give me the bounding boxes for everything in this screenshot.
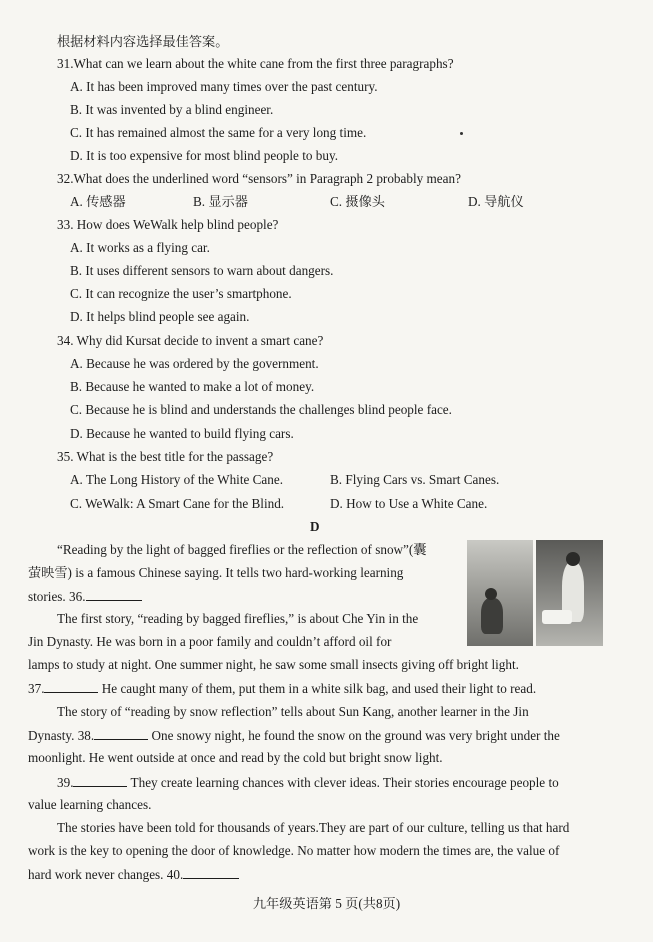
question-35: 35. What is the best title for the passage? [57,449,274,464]
option: B. 显示器 [193,194,248,209]
passage-line: value learning chances. [28,797,152,812]
passage-line: The story of “reading by snow reflection” tells about Sun Kang, another learner in the Jin [57,704,529,719]
option: B. It uses different sensors to warn about dangers. [70,263,334,278]
passage-line: 萤映雪) is a famous Chinese saying. It tells two hard-working learning [28,565,404,580]
passage-line [28,866,239,883]
option: B. Flying Cars vs. Smart Canes. [330,472,500,487]
page-footer: 九年级英语第 5 页(共8页) [252,896,401,911]
option: B. It was invented by a blind engineer. [70,102,274,117]
question-33: 33. How does WeWalk help blind people? [57,217,279,232]
option: D. How to Use a White Cane. [330,496,488,511]
option: C. WeWalk: A Smart Cane for the Blind. [70,496,285,511]
passage-text: hard work never changes. 40. [28,867,184,882]
option: C. It has remained almost the same for a very long time. [70,125,367,140]
question-31: 31.What can we learn about the white cane from the first three paragraphs? [57,56,454,71]
option: A. The Long History of the White Cane. [70,472,284,487]
passage-line: The first story, “reading by bagged fireflies,” is about Che Yin in the [57,611,419,626]
option: A. Because he was ordered by the government. [70,356,319,371]
passage-text: Dynasty. 38. [28,728,95,743]
section-heading: D [310,519,320,534]
passage-line: lamps to study at night. One summer night, he saw some small insects giving off bright light. [28,657,519,672]
answer-blank-38[interactable] [94,727,148,740]
option: D. Because he wanted to build flying cars. [70,426,294,441]
passage-line: The stories have been told for thousands of years.They are part of our culture, telling us that hard [57,820,570,835]
option: C. Because he is blind and understands the challenges blind people face. [70,402,452,417]
figure-silhouette [481,598,503,634]
passage-line [28,727,560,744]
passage-text: One snowy night, he found the snow on the ground was very bright under the [148,728,560,743]
book [542,610,572,624]
passage-line: moonlight. He went outside at once and read by the cold but bright snow light. [28,750,443,765]
option: D. It is too expensive for most blind people to buy. [70,148,338,163]
passage-line: Jin Dynasty. He was born in a poor family and couldn’t afford oil for [28,634,392,649]
option: C. It can recognize the user’s smartphone. [70,286,292,301]
passage-text: He caught many of them, put them in a white silk bag, and used their light to read. [98,681,537,696]
passage-line [28,588,142,605]
passage-line: “Reading by the light of bagged fireflies or the reflection of snow”(囊 [57,542,427,557]
figure-head [566,552,580,566]
passage-text: 37. [28,681,45,696]
passage-line [57,774,559,791]
answer-blank-40[interactable] [183,866,239,879]
answer-blank-39[interactable] [73,774,127,787]
option: A. It works as a flying car. [70,240,210,255]
answer-blank-36[interactable] [86,588,142,601]
firefly-reading-illustration [467,540,533,646]
question-34: 34. Why did Kursat decide to invent a smart cane? [57,333,324,348]
passage-text: stories. 36. [28,589,86,604]
passage-line: work is the key to opening the door of knowledge. No matter how modern the times are, the value of [28,843,560,858]
option: A. 传感器 [70,194,126,209]
instruction: 根据材料内容选择最佳答案。 [57,34,229,49]
answer-blank-37[interactable] [44,680,98,693]
option: B. Because he wanted to make a lot of money. [70,379,315,394]
option: D. It helps blind people see again. [70,309,250,324]
passage-text: They create learning chances with clever ideas. Their stories encourage people to [127,775,559,790]
passage-text: 39. [57,775,74,790]
option: A. It has been improved many times over the past century. [70,79,378,94]
figure-head [485,588,497,600]
snow-reading-illustration [536,540,603,646]
ink-dot [460,132,463,135]
question-32: 32.What does the underlined word “sensors” in Paragraph 2 probably mean? [57,171,461,186]
option: C. 摄像头 [330,194,385,209]
passage-line [28,680,536,697]
option: D. 导航仪 [468,194,524,209]
